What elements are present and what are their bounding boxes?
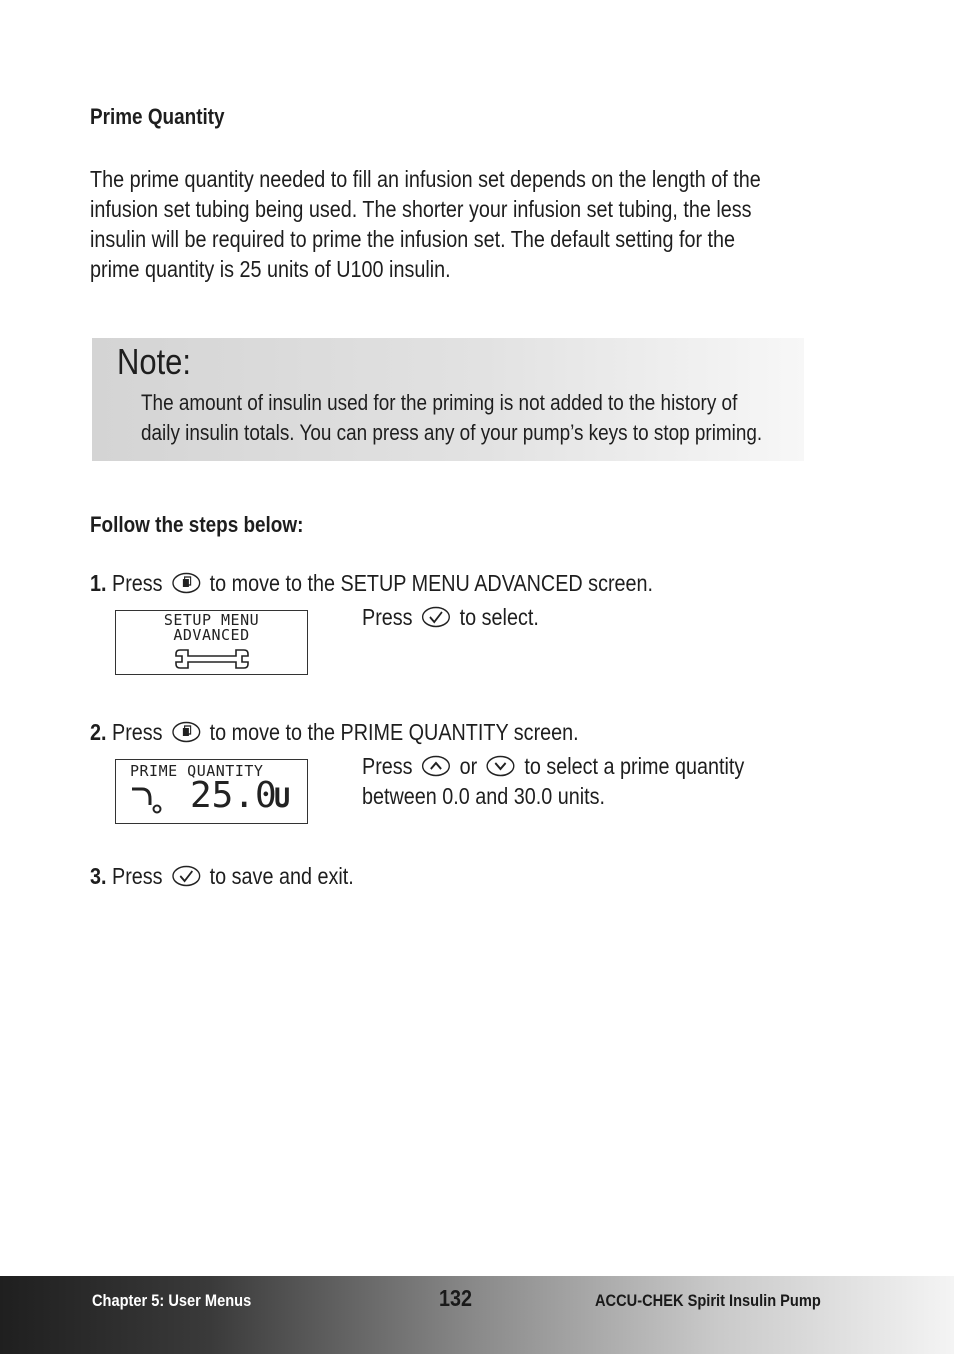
lcd-setup-menu-advanced	[115, 610, 308, 675]
step-2	[90, 719, 658, 749]
step-3	[90, 863, 397, 893]
page-number: 132	[439, 1285, 473, 1311]
step-number: 2.	[90, 719, 107, 745]
note-title: Note:	[117, 341, 192, 382]
lcd-line: PRIME QUANTITY	[130, 762, 264, 780]
ok-check-key-icon	[422, 606, 451, 634]
ok-check-key-icon	[171, 865, 200, 893]
up-key-icon	[422, 755, 451, 783]
step-2-range: between 0.0 and 30.0 units.	[362, 783, 606, 809]
prime-quantity-unit: U	[274, 783, 291, 814]
step-press: Press	[111, 863, 163, 889]
note-line: The amount of insulin used for the priming is not added to the history of	[141, 390, 738, 415]
step-1	[90, 570, 745, 600]
lcd-line: ADVANCED	[173, 626, 250, 644]
note-text	[141, 388, 863, 448]
lcd-line: SETUP MENU	[163, 611, 260, 629]
prime-quantity-value: 25.0	[190, 775, 277, 816]
step-number: 3.	[90, 863, 107, 889]
intro-paragraph	[90, 164, 870, 284]
step-1-select: Press to select.	[362, 604, 568, 634]
lcd-prime-quantity	[115, 759, 308, 824]
step-text: to save and exit.	[209, 863, 354, 889]
step-press: Press	[111, 570, 163, 596]
step-text: to move to the PRIME QUANTITY screen.	[209, 719, 579, 745]
note-line: daily insulin totals. You can press any of your pump’s keys to stop priming.	[141, 420, 763, 445]
menu-key-icon	[171, 721, 200, 749]
intro-line: infusion set tubing being used. The shorter your infusion set tubing, the less	[90, 196, 752, 222]
wrench-icon	[174, 648, 250, 670]
intro-line: insulin will be required to prime the infusion set. The default setting for the	[90, 226, 736, 252]
step-number: 1.	[90, 570, 107, 596]
steps-heading: Follow the steps below:	[90, 512, 304, 537]
down-key-icon	[486, 755, 515, 783]
section-heading: Prime Quantity	[90, 104, 225, 129]
menu-key-icon	[171, 572, 200, 600]
footer-product: ACCU-CHEK Spirit Insulin Pump	[595, 1291, 821, 1310]
step-press: Press	[111, 719, 163, 745]
step-2-adjust: Press or to select a prime quantity	[362, 753, 807, 783]
step-text: to move to the SETUP MENU ADVANCED screen.	[209, 570, 654, 596]
infusion-set-icon	[130, 785, 166, 815]
intro-line: prime quantity is 25 units of U100 insulin.	[90, 256, 451, 282]
intro-line: The prime quantity needed to fill an infusion set depends on the length of the	[90, 166, 761, 192]
footer-chapter: Chapter 5: User Menus	[92, 1291, 252, 1310]
